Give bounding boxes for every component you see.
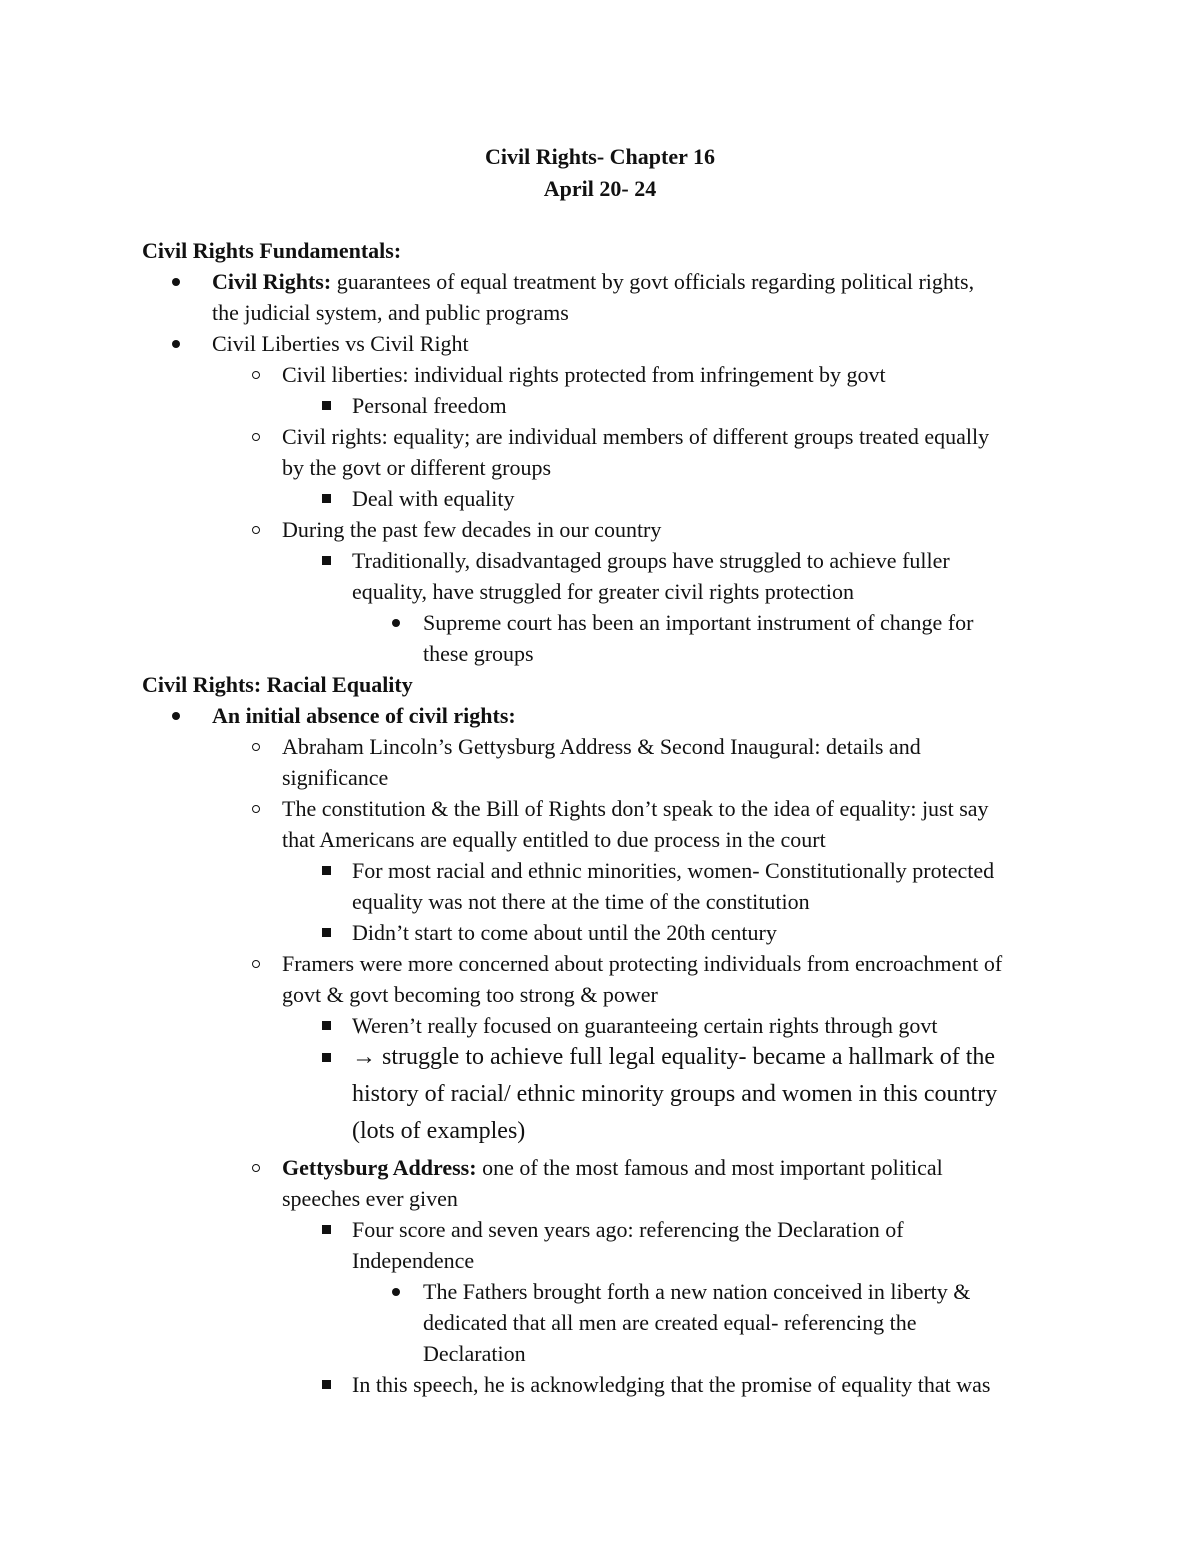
hollow-bullet-icon (246, 948, 266, 979)
bullet-icon (386, 607, 406, 638)
document-date: April 20- 24 (543, 176, 657, 201)
list-item: Didn’t start to come about until the 20th century (352, 920, 777, 945)
list-item: For most racial and ethnic minorities, women- Constitutionally protected (352, 858, 995, 883)
list-item: An initial absence of civil rights: (212, 703, 516, 728)
item-continuation: equality, have struggled for greater civil rights protection (352, 579, 854, 604)
item-continuation: (lots of examples) (352, 1118, 526, 1144)
square-bullet-icon (316, 1042, 336, 1073)
item-text: one of the most famous and most important political (476, 1155, 943, 1180)
item-continuation: equality was not there at the time of the constitution (352, 889, 810, 914)
hollow-bullet-icon (246, 514, 266, 545)
list-item: Civil liberties: individual rights protected from infringement by govt (282, 362, 886, 387)
item-continuation: these groups (423, 641, 534, 666)
list-item: Personal freedom (352, 393, 507, 418)
item-text: guarantees of equal treatment by govt officials regarding political rights, (331, 269, 975, 294)
list-item: The constitution & the Bill of Rights don’t speak to the idea of equality: just say (282, 796, 989, 821)
list-item: The Fathers brought forth a new nation conceived in liberty & (423, 1279, 971, 1304)
hollow-bullet-icon (246, 421, 266, 452)
section-heading: Civil Rights Fundamentals: (142, 238, 402, 263)
list-item: Deal with equality (352, 486, 515, 511)
list-item: → struggle to achieve full legal equality- became a hallmark of the (352, 1044, 996, 1070)
item-continuation: speeches ever given (282, 1186, 458, 1211)
item-continuation: govt & govt becoming too strong & power (282, 982, 658, 1007)
list-item: During the past few decades in our country (282, 517, 662, 542)
square-bullet-icon (316, 1369, 336, 1400)
item-continuation: Declaration (423, 1341, 526, 1366)
term-label: Gettysburg Address: (282, 1155, 477, 1180)
square-bullet-icon (316, 1010, 336, 1041)
hollow-bullet-icon (246, 359, 266, 390)
list-item: Four score and seven years ago: referencing the Declaration of (352, 1217, 904, 1242)
list-item: Weren’t really focused on guaranteeing certain rights through govt (352, 1013, 938, 1038)
list-item (212, 266, 974, 297)
list-item: Abraham Lincoln’s Gettysburg Address & Second Inaugural: details and (282, 734, 921, 759)
hollow-bullet-icon (246, 1152, 266, 1183)
item-continuation: that Americans are equally entitled to due process in the court (282, 827, 826, 852)
bullet-icon (166, 700, 186, 731)
list-item: Civil rights: equality; are individual members of different groups treated equally (282, 424, 990, 449)
hollow-bullet-icon (246, 793, 266, 824)
list-item (282, 1152, 943, 1183)
item-continuation: history of racial/ ethnic minority groups and women in this country (352, 1081, 998, 1107)
square-bullet-icon (316, 855, 336, 886)
section-heading: Civil Rights: Racial Equality (142, 672, 413, 697)
square-bullet-icon (316, 1214, 336, 1245)
item-continuation: dedicated that all men are created equal- referencing the (423, 1310, 917, 1335)
item-continuation: Independence (352, 1248, 475, 1273)
item-continuation: the judicial system, and public programs (212, 300, 569, 325)
item-continuation: by the govt or different groups (282, 455, 552, 480)
square-bullet-icon (316, 390, 336, 421)
list-item: Traditionally, disadvantaged groups have struggled to achieve fuller (352, 548, 950, 573)
list-item: In this speech, he is acknowledging that the promise of equality that was (352, 1372, 991, 1397)
bullet-icon (386, 1276, 406, 1307)
bullet-icon (166, 328, 186, 359)
item-continuation: significance (282, 765, 389, 790)
square-bullet-icon (316, 917, 336, 948)
list-item: Civil Liberties vs Civil Right (212, 331, 469, 356)
term-label: Civil Rights: (212, 269, 332, 294)
bullet-icon (166, 266, 186, 297)
hollow-bullet-icon (246, 731, 266, 762)
square-bullet-icon (316, 483, 336, 514)
list-item: Supreme court has been an important instrument of change for (423, 610, 974, 635)
square-bullet-icon (316, 545, 336, 576)
document-title: Civil Rights- Chapter 16 (485, 144, 715, 169)
list-item: Framers were more concerned about protecting individuals from encroachment of (282, 951, 1003, 976)
